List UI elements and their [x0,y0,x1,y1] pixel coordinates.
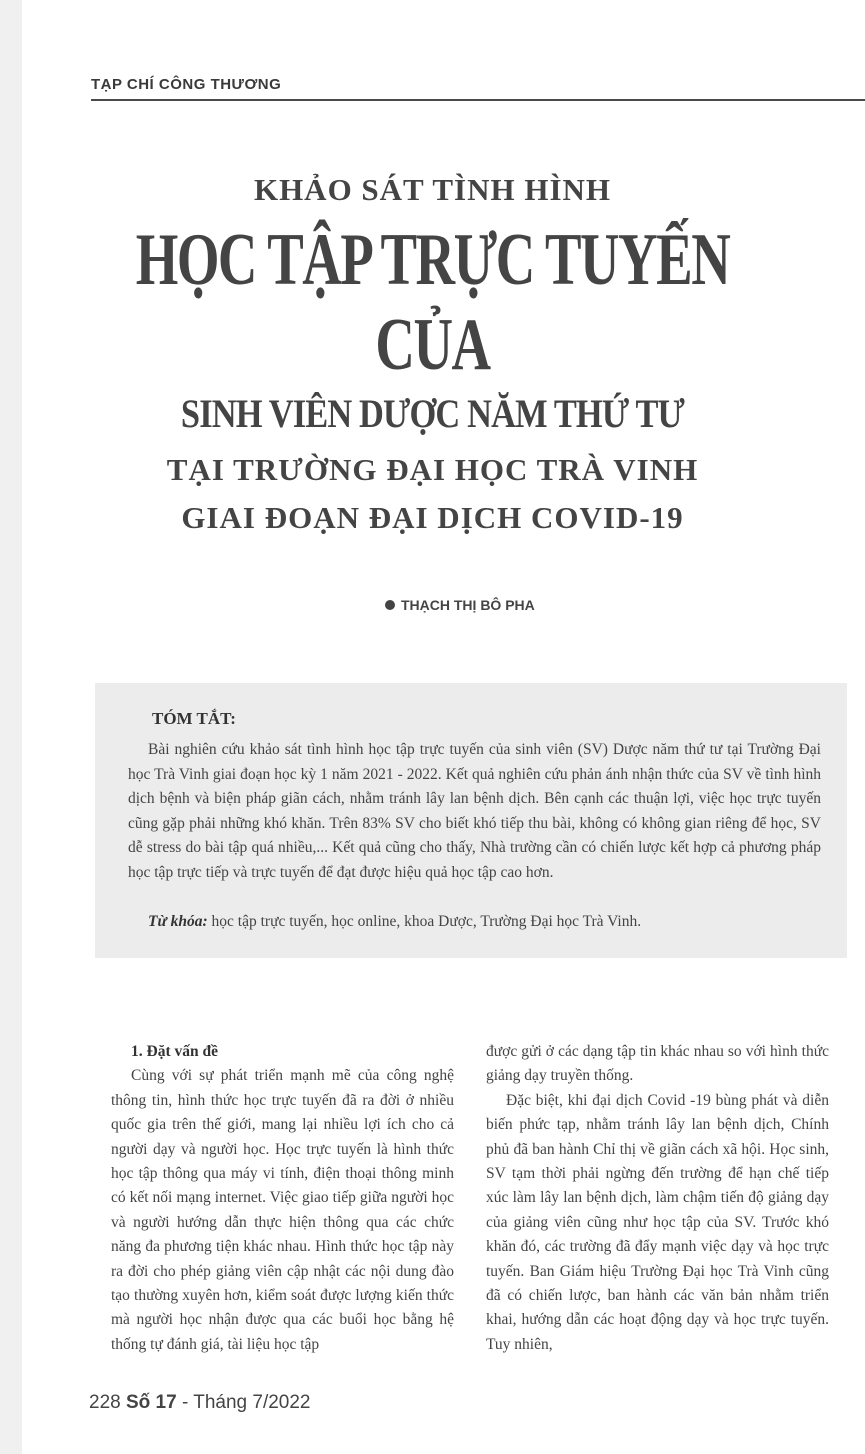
title-line-4: TẠI TRƯỜNG ĐẠI HỌC TRÀ VINH [166,452,699,487]
issue-date: - Tháng 7/2022 [176,1392,311,1413]
body-paragraph: Đặc biệt, khi đại dịch Covid -19 bùng phát và diễn biến phức tạp, nhằm tránh lây lan bệnh dịch, Chính phủ đã ban hành Chỉ thị về giãn cách xã hội. Học sinh, SV tạm thời phải ngừng đến trường để hạn chế tiếp xúc làm lây lan bệnh dịch, làm chậm tiến độ giảng dạy của giảng viên cũng như học tập của SV. Trước khó khăn đó, các trường đã đẩy mạnh việc dạy và học trực tuyến. Ban Giám hiệu Trường Đại học Trà Vinh cũng đã có chiến lược, ban hành các văn bản nhằm triển khai, hướng dẫn các hoạt động dạy và học trực tuyến. Tuy nhiên, [486,1091,829,1353]
body-column-left [111,1040,454,1357]
author-byline [385,597,535,613]
body-paragraph: Cùng với sự phát triển mạnh mẽ của công nghệ thông tin, hình thức học trực tuyến đã ra đời ở nhiều quốc gia trên thế giới, mang lại nhiều lợi ích cho cả người dạy và người học. Học trực tuyến là hình thức học tập thông qua máy vi tính, điện thoại thông minh có kết nối mạng internet. Việc giao tiếp giữa người học và người hướng dẫn thực hiện thông qua các chức năng đa phương tiện khác nhau. Hình thức học tập này ra đời cho phép giảng viên cập nhật các nội dung đào tạo thường xuyên hơn, kiểm soát được lượng kiến thức mà người học nhận được qua các buổi học bằng hệ thống tự đánh giá, tài liệu học tập [111,1067,454,1353]
title-line-5: GIAI ĐOẠN ĐẠI DỊCH COVID-19 [181,500,684,535]
journal-name: TẠP CHÍ CÔNG THƯƠNG [91,76,282,93]
page-number: 228 [89,1392,121,1413]
author-name: THẠCH THỊ BÔ PHA [401,597,535,613]
keywords [148,913,838,931]
page-margin-strip [0,0,22,1454]
title-line-3: SINH VIÊN DƯỢC NĂM THỨ TƯ [180,391,685,436]
bullet-icon [385,600,395,610]
title-line-2: HỌC TẬP TRỰC TUYẾN CỦA [135,219,730,386]
body-column-right [486,1040,829,1357]
title-line-1: KHẢO SÁT TÌNH HÌNH [253,172,612,207]
header-rule [91,99,865,101]
section-title: 1. Đặt vấn đề [131,1043,218,1060]
keywords-text: học tập trực tuyến, học online, khoa Dược, Trường Đại học Trà Vinh. [207,913,642,930]
keywords-label: Từ khóa: [148,913,208,930]
body-paragraph: được gửi ở các dạng tập tin khác nhau so với hình thức giảng dạy truyền thống. [486,1043,829,1085]
abstract-body: Bài nghiên cứu khảo sát tình hình học tập trực tuyến của sinh viên (SV) Dược năm thứ tư tại Trường Đại học Trà Vinh giai đoạn học kỳ 1 năm 2021 - 2022. Kết quả nghiên cứu phản ánh nhận thức của SV về tình hình dịch bệnh và biện pháp giãn cách, nhằm tránh lây lan bệnh dịch. Bên cạnh các thuận lợi, việc học trực tuyến cũng gặp phải những khó khăn. Trên 83% SV cho biết khó tiếp thu bài, không có không gian riêng để học, SV dễ stress do bài tập quá nhiều,... Kết quả cũng cho thấy, Nhà trường cần có chiến lược kết hợp cả phương pháp học tập trực tiếp và trực tuyến để đạt được hiệu quả học tập cao hơn. [128,741,821,881]
page-footer [89,1392,311,1414]
abstract-heading: TÓM TẮT: [152,709,236,728]
issue-number: Số 17 [125,1392,177,1413]
